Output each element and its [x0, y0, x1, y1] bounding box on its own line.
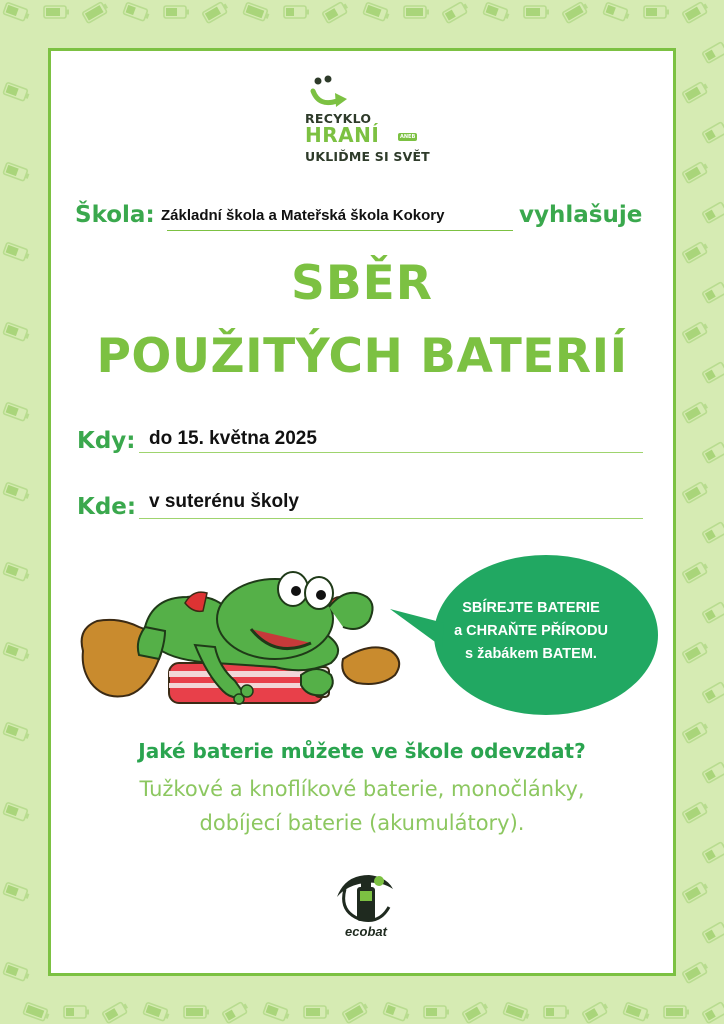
pattern-battery-icon: [243, 2, 271, 22]
pattern-battery-icon: [23, 1002, 51, 1022]
logo-text-uklidme: UKLIĎME SI SVĚT: [305, 149, 430, 164]
pattern-battery-icon: [682, 0, 710, 23]
pattern-battery-icon: [603, 2, 631, 22]
school-suffix: vyhlašuje: [519, 202, 643, 228]
pattern-battery-icon: [682, 720, 710, 743]
pattern-battery-icon: [702, 600, 724, 623]
bubble-line-1: SBÍREJTE BATERIE: [462, 600, 600, 616]
pattern-battery-icon: [623, 1002, 651, 1022]
title-line-2: POUŽITÝCH BATERIÍ: [96, 329, 628, 384]
recyklohrani-smile-icon: [309, 75, 351, 111]
pattern-battery-icon: [682, 960, 710, 983]
poster-sheet: [48, 48, 676, 976]
ecobat-logo-text: ecobat: [345, 924, 387, 939]
where-underline: [139, 518, 643, 519]
pattern-battery-icon: [3, 402, 31, 422]
pattern-battery-icon: [702, 120, 724, 143]
where-label: Kde:: [77, 494, 137, 520]
pattern-battery-icon: [682, 80, 710, 103]
pattern-battery-icon: [702, 520, 724, 543]
pattern-battery-icon: [184, 1006, 209, 1018]
pattern-battery-icon: [263, 1002, 291, 1022]
pattern-battery-icon: [702, 40, 724, 63]
pattern-battery-icon: [3, 482, 31, 502]
battery-answer-line-2: dobíjecí baterie (akumulátory).: [199, 811, 525, 835]
pattern-battery-icon: [442, 0, 470, 23]
pattern-battery-icon: [702, 360, 724, 383]
pattern-battery-icon: [682, 480, 710, 503]
pattern-battery-icon: [682, 320, 710, 343]
pattern-battery-icon: [524, 6, 549, 18]
pattern-battery-icon: [702, 1000, 724, 1023]
bubble-line-2: a CHRAŇTE PŘÍRODU: [454, 623, 608, 639]
pattern-battery-icon: [582, 1000, 610, 1023]
pattern-battery-icon: [383, 1002, 411, 1022]
pattern-battery-icon: [342, 1000, 370, 1023]
pattern-battery-icon: [3, 162, 31, 182]
pattern-battery-icon: [64, 1006, 89, 1018]
pattern-battery-icon: [3, 562, 31, 582]
when-underline: [139, 452, 643, 453]
pattern-battery-icon: [3, 882, 31, 902]
pattern-battery-icon: [562, 0, 590, 23]
frog-mascot-illustration: [75, 563, 425, 713]
bubble-line-3: s žabákem BATEM.: [465, 646, 597, 662]
pattern-battery-icon: [462, 1000, 490, 1023]
pattern-battery-icon: [3, 642, 31, 662]
school-name: Základní škola a Mateřská škola Kokory: [161, 207, 445, 224]
pattern-battery-icon: [503, 1002, 531, 1022]
when-label: Kdy:: [77, 428, 136, 454]
pattern-battery-icon: [682, 800, 710, 823]
pattern-battery-icon: [284, 6, 309, 18]
pattern-battery-icon: [202, 0, 230, 23]
pattern-battery-icon: [304, 1006, 329, 1018]
pattern-battery-icon: [3, 242, 31, 262]
school-underline: [167, 230, 513, 231]
pattern-battery-icon: [702, 840, 724, 863]
pattern-battery-icon: [702, 920, 724, 943]
pattern-battery-icon: [682, 160, 710, 183]
pattern-battery-icon: [363, 2, 391, 22]
pattern-battery-icon: [3, 2, 31, 22]
pattern-battery-icon: [3, 722, 31, 742]
pattern-battery-icon: [664, 1006, 689, 1018]
pattern-battery-icon: [682, 240, 710, 263]
title-line-1: SBĚR: [291, 256, 433, 311]
pattern-battery-icon: [682, 400, 710, 423]
battery-answer-line-1: Tužkové a knoflíkové baterie, monočlánky,: [139, 777, 585, 801]
pattern-battery-icon: [3, 82, 31, 102]
pattern-battery-icon: [164, 6, 189, 18]
pattern-battery-icon: [424, 1006, 449, 1018]
pattern-battery-icon: [143, 1002, 171, 1022]
pattern-battery-icon: [644, 6, 669, 18]
pattern-battery-icon: [682, 880, 710, 903]
pattern-battery-icon: [222, 1000, 250, 1023]
pattern-battery-icon: [3, 802, 31, 822]
pattern-battery-icon: [702, 760, 724, 783]
pattern-battery-icon: [702, 280, 724, 303]
pattern-battery-icon: [82, 0, 110, 23]
when-value: do 15. května 2025: [149, 428, 317, 449]
speech-bubble-text: [426, 597, 636, 666]
pattern-battery-icon: [3, 322, 31, 342]
pattern-battery-icon: [702, 200, 724, 223]
school-label: Škola:: [75, 202, 155, 228]
battery-question: Jaké baterie můžete ve škole odevzdat?: [138, 739, 586, 763]
pattern-battery-icon: [702, 440, 724, 463]
pattern-battery-icon: [404, 6, 429, 18]
logo-text-recyklo: RECYKLO: [305, 111, 372, 126]
pattern-battery-icon: [682, 640, 710, 663]
pattern-battery-icon: [702, 680, 724, 703]
ecobat-logo-icon: [335, 867, 395, 925]
where-value: v suterénu školy: [149, 491, 299, 512]
pattern-battery-icon: [3, 962, 31, 982]
pattern-battery-icon: [322, 0, 350, 23]
logo-tag-aneb: ANEB: [400, 134, 416, 140]
logo-text-hrani: HRANÍ: [305, 123, 380, 147]
pattern-battery-icon: [483, 2, 511, 22]
pattern-battery-icon: [44, 6, 69, 18]
pattern-battery-icon: [544, 1006, 569, 1018]
pattern-battery-icon: [102, 1000, 130, 1023]
pattern-battery-icon: [123, 2, 151, 22]
pattern-battery-icon: [682, 560, 710, 583]
